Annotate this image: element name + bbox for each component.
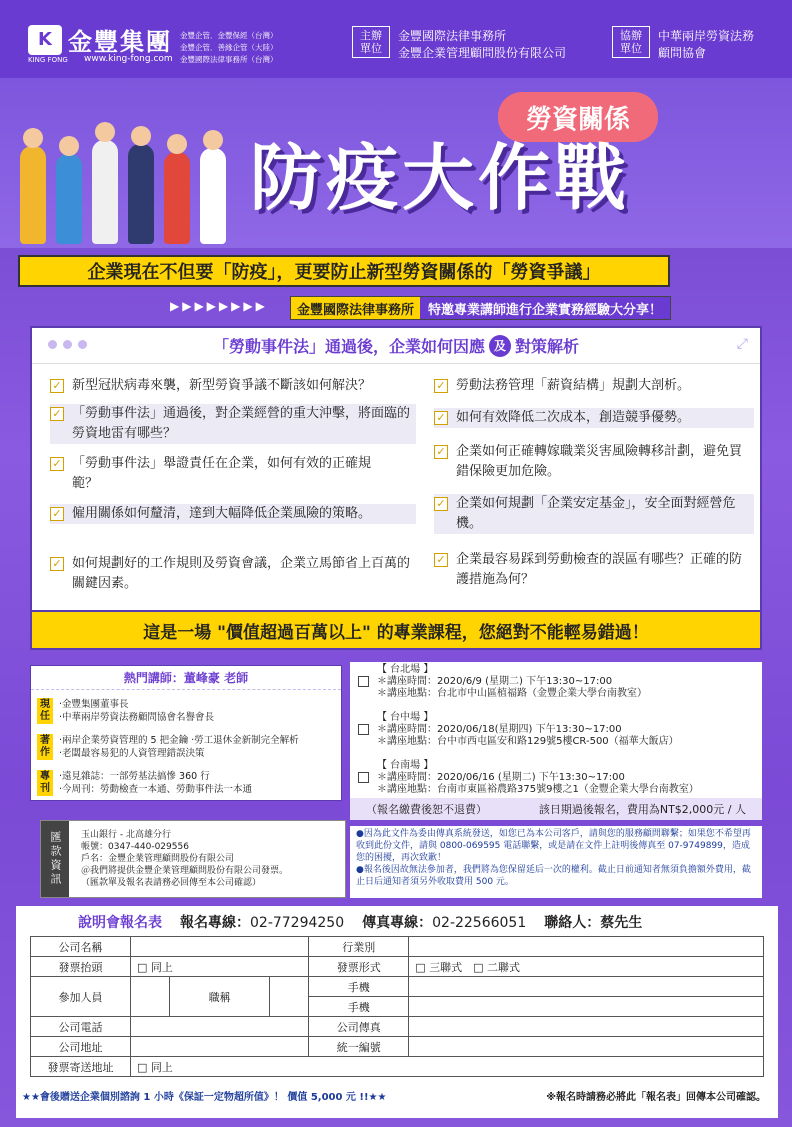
session-tainan[interactable]: 【 台南場 】 ＊講座時間：2020/06/16 (星期二) 下午13:30~17:00 ＊講座地點：台南市東區裕農路375號9樓之1（金豐企業大學台南教室） <box>358 760 699 796</box>
company-phone-field[interactable] <box>131 1017 309 1037</box>
mobile-label: 手機 <box>309 977 409 997</box>
check-icon: ✓ <box>434 553 448 567</box>
attendee-label: 參加人員 <box>31 977 131 1017</box>
check-icon: ✓ <box>434 445 448 459</box>
company-line: 金豐國際法律事務所（台灣） <box>180 55 278 64</box>
speaker-title: 熱門講師：董峰豪 老師 <box>31 666 341 690</box>
fee-price: 該日期過後報名，費用為NT$2,000元 / 人 <box>538 803 746 816</box>
session-checkbox[interactable] <box>358 772 369 783</box>
topic-item: ✓ 新型冠狀病毒來襲，新型勞資爭議不斷該如何解決？ <box>50 376 420 396</box>
company-phone-label: 公司電話 <box>31 1017 131 1037</box>
speaker-books: 著作 ‧兩岸企業勞資管理的 5 把金鑰 ‧勞工退休金新制完全解析 ‧老闆最容易犯的人資管理錯誤決策 <box>37 734 299 760</box>
company-name-label: 公司名稱 <box>31 937 131 957</box>
remittance-info <box>40 820 346 898</box>
mailing-same-checkbox[interactable]: □ 同上 <box>131 1057 764 1077</box>
host-tag: 主辦單位 <box>352 26 390 58</box>
host-org: 金豐國際法律事務所 <box>398 29 507 43</box>
host-org: 金豐企業管理顧問股份有限公司 <box>398 46 567 60</box>
co-org: 中華兩岸勞資法務 <box>658 29 755 43</box>
tagline-bar: 這是一場 "價值超過百萬以上" 的專業課程，您絕對不能輕易錯過！ <box>30 610 762 650</box>
topic-bubble: 勞資關係 <box>498 92 658 142</box>
tax-id-label: 統一編號 <box>309 1037 409 1057</box>
tag-columns: 專刊 <box>37 770 53 796</box>
topics-title <box>32 328 760 364</box>
worker-illustration <box>20 146 46 244</box>
expand-icon: ⤢ <box>736 336 748 352</box>
registration-form <box>16 906 778 1118</box>
topics-card <box>30 326 762 650</box>
topic-item: ✓ 企業如何正確轉嫁職業災害風險轉移計劃，避免買錯保險更加危險。 <box>434 442 754 482</box>
invoice-type-options[interactable]: □ 三聯式 □ 二聯式 <box>409 957 764 977</box>
website-url: www.king-fong.com <box>84 54 173 64</box>
industry-label: 行業別 <box>309 937 409 957</box>
topic-item: ✓ 企業如何規劃「企業安定基金」，安全面對經營危機。 <box>434 494 754 534</box>
company-address-label: 公司地址 <box>31 1037 131 1057</box>
logo-name: 金豐集團 <box>68 28 172 56</box>
return-form-note: ※報名時請務必將此「報名表」回傳本公司確認。 <box>546 1092 766 1103</box>
check-icon: ✓ <box>50 557 64 571</box>
headline-strip: 企業現在不但要「防疫」，更要防止新型勞資關係的「勞資爭議」 <box>18 255 670 287</box>
check-icon: ✓ <box>434 379 448 393</box>
main-title: 防疫大作戰 <box>250 135 631 220</box>
no-refund-note: （報名繳費後恕不退費） <box>366 803 487 816</box>
session-checkbox[interactable] <box>358 724 369 735</box>
invoice-same-checkbox[interactable]: □ 同上 <box>131 957 309 977</box>
speaker-current: 現任 ‧金豐集團董事長 ‧中華兩岸勞資法務顧問協會名譽會長 <box>37 698 214 724</box>
session-taipei[interactable]: 【 台北場 】 ＊講座時間：2020/6/9 (星期二) 下午13:30~17:00 ＊講座地點：台北市中山區植福路（金豐企業大學台南教室） <box>358 664 647 700</box>
invitation-banner <box>290 296 671 320</box>
registration-table <box>30 936 764 1077</box>
remittance-text: 玉山銀行 - 北高雄分行 帳號：0347-440-029556 戶名：金豐企業管理顧問股份有限公司 ＠我們將提供金豐企業管理顧問股份有限公司發票。 （匯款單及報名表請務必回傳至本公司確認） <box>81 830 289 888</box>
topic-item: ✓ 如何規劃好的工作規則及勞資會議，企業立馬節省上百萬的關鍵因素。 <box>50 554 416 594</box>
mobile-field[interactable] <box>409 997 764 1017</box>
check-icon: ✓ <box>434 497 448 511</box>
industry-field[interactable] <box>409 937 764 957</box>
fee-bar <box>350 798 762 820</box>
topic-item: ✓ 勞動法務管理「薪資結構」規劃大剖析。 <box>434 376 754 396</box>
company-fax-label: 公司傳真 <box>309 1017 409 1037</box>
mobile-field[interactable] <box>409 977 764 997</box>
topic-item: ✓ 企業最容易踩到勞動檢查的誤區有哪些？正確的防護措施為何？ <box>434 550 754 590</box>
phone-number: 02-77294250 <box>250 915 345 931</box>
check-icon: ✓ <box>50 379 64 393</box>
co-organizer-tag: 協辦單位 <box>612 26 650 58</box>
topics-title-b: 對策解析 <box>515 337 580 356</box>
attendee-field[interactable] <box>131 977 170 1017</box>
worker-illustration <box>164 152 190 244</box>
position-field[interactable] <box>270 977 309 1017</box>
company-name-field[interactable] <box>131 937 309 957</box>
remittance-tag: 匯款資訊 <box>41 821 69 897</box>
invoice-title-label: 發票抬頭 <box>31 957 131 977</box>
logo-icon: K <box>28 25 62 55</box>
logo <box>28 22 172 57</box>
and-badge: 及 <box>489 335 511 357</box>
check-icon: ✓ <box>50 407 64 421</box>
invoice-type-label: 發票形式 <box>309 957 409 977</box>
position-label: 職稱 <box>170 977 270 1017</box>
topics-title-a: 「勞動事件法」通過後，企業如何因應 <box>212 337 485 356</box>
notice-text: ●因為此文件為委由傳真系統發送，如您已為本公司客戶，請與您的服務顧問聯繫；如果您不希望再收到此份文件，請與 0800-069595 電話聯繫，或是請在文件上註明後傳真至 07-9749899，造成您的困擾，再次致歉！ ●報名後因故無法參加者，我們將為您保留延后一次的權利。截止日前通知者無須負擔額外費用，截止日后通知者須另外收取費用 500 元。 <box>350 826 762 898</box>
contact-person: 蔡先生 <box>600 915 643 931</box>
header <box>0 0 792 78</box>
topic-item: ✓ 僱用關係如何釐清，達到大幅降低企業風險的策略。 <box>50 504 416 524</box>
bonus-note: ★★會後贈送企業個別諮詢 1 小時《保証一定物超所值》！ 價值 5,000 元 !!★★ <box>22 1092 387 1103</box>
host-orgs <box>398 28 566 62</box>
tag-current: 現任 <box>37 698 53 724</box>
window-dots <box>48 340 87 349</box>
topic-item: ✓ 「勞動事件法」通過後，對企業經營的重大沖擊，將面臨的勞資地雷有哪些？ <box>50 404 416 444</box>
fax-number: 02-22566051 <box>432 915 527 931</box>
tag-books: 著作 <box>37 734 53 760</box>
arrow-decoration: ▶▶▶▶▶▶▶▶ <box>170 299 268 313</box>
company-line: 金豐企管．金豐保經（台灣） <box>180 31 278 40</box>
check-icon: ✓ <box>434 411 448 425</box>
session-taichung[interactable]: 【 台中場 】 ＊講座時間：2020/06/18(星期四) 下午13:30~17:00 ＊講座地點：台中市西屯區安和路129號5樓CR-500（福華大飯店） <box>358 712 679 748</box>
topic-item: ✓ 「勞動事件法」舉證責任在企業，如何有效的正確規範？ <box>50 454 390 494</box>
topic-item: ✓ 如何有效降低二次成本，創造競爭優勢。 <box>434 408 754 428</box>
tax-id-field[interactable] <box>409 1037 764 1057</box>
speaker-columns: 專刊 ‧遠見雜誌：一部勞基法搞慘 360 行 ‧今周刊：勞動檢查一本通、勞動事件法一本通 <box>37 770 252 796</box>
co-org: 顧問協會 <box>658 46 707 60</box>
chef-illustration <box>92 140 118 244</box>
form-title: 說明會報名表 <box>78 915 162 931</box>
doctor-illustration <box>200 148 226 244</box>
company-fax-field[interactable] <box>409 1017 764 1037</box>
mobile-label: 手機 <box>309 997 409 1017</box>
co-organizer-orgs <box>658 28 754 62</box>
session-list <box>350 662 762 816</box>
check-icon: ✓ <box>50 457 64 471</box>
company-line: 金豐企管．善緣企管（大陸） <box>180 43 278 52</box>
worker-illustration <box>128 144 154 244</box>
invite-firm: 金豐國際法律事務所 <box>291 297 420 319</box>
mailing-address-label: 發票寄送地址 <box>31 1057 131 1077</box>
company-address-field[interactable] <box>131 1037 309 1057</box>
speaker-card <box>30 665 342 801</box>
invite-text: 特邀專業講師進行企業實務經驗大分享！ <box>420 297 670 319</box>
form-header: 說明會報名表 報名專線：02-77294250 傳真專線：02-22566051 聯絡人：蔡先生 <box>78 912 642 932</box>
logo-english: KING FONG <box>28 56 68 64</box>
check-icon: ✓ <box>50 507 64 521</box>
group-companies <box>180 30 278 66</box>
worker-illustration <box>56 154 82 244</box>
session-checkbox[interactable] <box>358 676 369 687</box>
